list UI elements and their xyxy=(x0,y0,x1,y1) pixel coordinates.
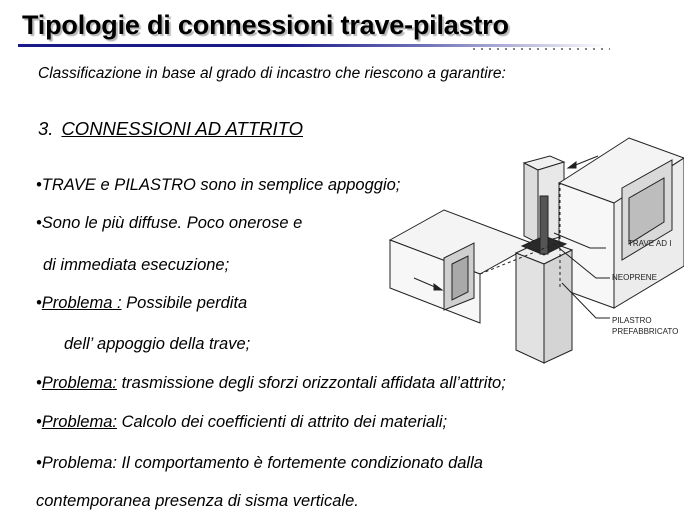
bullet-4-keyword: Problema: xyxy=(41,374,117,392)
beam-column-illustration xyxy=(384,118,684,378)
label-pilastro-1: PILASTRO xyxy=(612,316,652,325)
bullet-5-dot: • xyxy=(36,413,42,431)
bullet-1: •TRAVE e PILASTRO sono in semplice appoggio; xyxy=(36,176,401,194)
section-label: CONNESSIONI AD ATTRITO xyxy=(61,118,303,139)
bullet-5-keyword: Problema: xyxy=(41,413,117,431)
bullet-3-line-1 xyxy=(36,294,247,313)
bullet-3-keyword: Problema : xyxy=(41,294,122,312)
label-pilastro-2: PREFABBRICATO xyxy=(612,327,679,336)
bullet-5-text: Calcolo dei coefficienti di attrito dei materiali; xyxy=(116,413,448,431)
bullet-5 xyxy=(36,413,447,432)
bullet-3-dot: • xyxy=(36,294,42,312)
bullet-3-text: Possibile perdita xyxy=(121,294,248,312)
title-underline xyxy=(18,44,608,47)
subtitle: Classificazione in base al grado di incastro che riescono a garantire: xyxy=(38,65,506,82)
bullet-4-text: trasmissione degli sforzi orizzontali affidata all’attrito; xyxy=(116,374,506,392)
section-number: 3. xyxy=(38,118,54,139)
page-title: Tipologie di connessioni trave-pilastro xyxy=(22,10,509,40)
bullet-2-line-2: di immediata esecuzione; xyxy=(43,256,230,274)
bullet-4-dot: • xyxy=(36,374,42,392)
bullet-6-line-2: contemporanea presenza di sisma verticale. xyxy=(36,492,359,510)
bullet-2-line-1: •Sono le più diffuse. Poco onerose e xyxy=(36,214,303,232)
section-heading xyxy=(38,118,303,140)
label-trave: TRAVE AD I xyxy=(628,239,672,248)
bullet-3-line-2: dell’ appoggio della trave; xyxy=(64,335,251,353)
bullet-6-line-1: •Problema: Il comportamento è fortemente condizionato dalla xyxy=(36,454,483,472)
title-dotted-rule xyxy=(470,48,610,50)
label-neoprene: NEOPRENE xyxy=(612,273,657,282)
